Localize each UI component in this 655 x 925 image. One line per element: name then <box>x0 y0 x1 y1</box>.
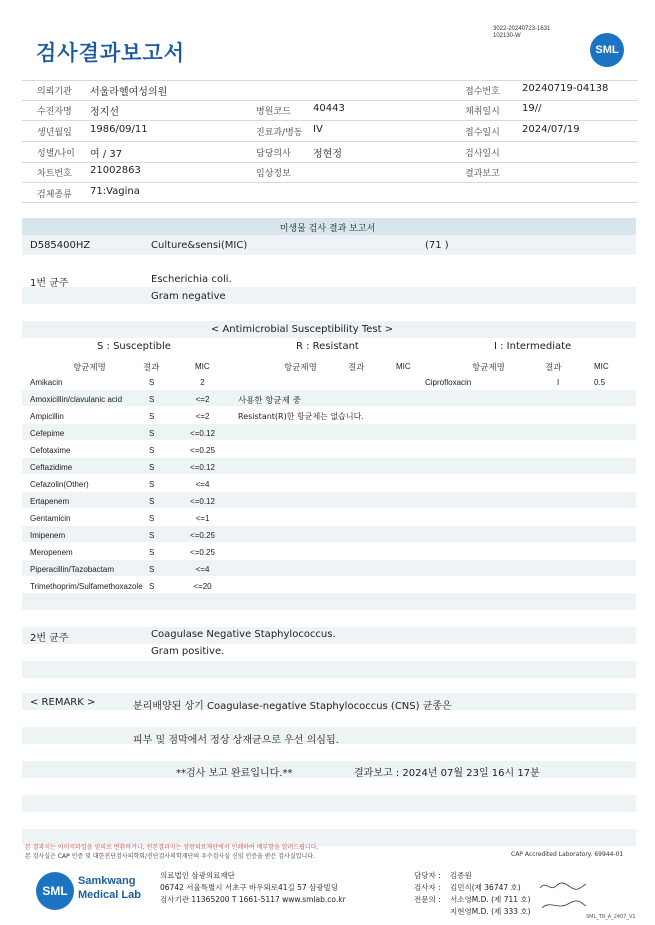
drug-name: Ciprofloxacin <box>425 378 472 387</box>
drug-name: Cefazolin(Other) <box>30 480 89 489</box>
form-code: SML_TR_A_2407_V1 <box>586 914 636 920</box>
sml-logo-footer: SML <box>36 872 74 910</box>
drug-name: Amikacin <box>30 378 63 387</box>
drug-name: Meropenem <box>30 548 73 557</box>
dept-label: 진료과/병동 <box>256 128 303 138</box>
col-result-2: 결과 <box>348 363 365 373</box>
drug-mic: <=4 <box>195 565 210 574</box>
doctor-value: 정현정 <box>313 149 342 160</box>
doc-number-2: 102130-W <box>493 33 521 39</box>
drug-name: Piperacillin/Tazobactam <box>30 565 115 574</box>
hospital-code-label: 병원코드 <box>256 107 291 117</box>
drug-name: Ampicillin <box>30 412 64 421</box>
staff3-value: 서소영M.D. (제 711 호) <box>450 895 531 904</box>
drug-name: Ceftazidime <box>30 463 73 472</box>
remark-line-2: 피부 및 점막에서 정상 상재균으로 우선 의심됨. <box>133 735 339 746</box>
staff3-label: 전문의 : <box>414 895 441 904</box>
drug-name: Cefotaxime <box>30 446 71 455</box>
drug-result: S <box>149 497 155 506</box>
drug-result: S <box>149 514 155 523</box>
org-contact: 검사기관 11365200 T 1661-5117 www.smlab.co.kr <box>160 895 346 904</box>
micro-section-title: 미생물 검사 결과 보고서 <box>279 224 376 234</box>
report-complete: **검사 보고 완료입니다.** <box>176 768 293 779</box>
col-mic-1: MIC <box>195 362 210 371</box>
ast-title: < Antimicrobial Susceptibility Test > <box>210 324 394 335</box>
receipt-date-label: 접수일시 <box>465 128 500 138</box>
footer-note-red: 본 결과지는 이미지파일을 임의로 변환하거나, 원본결과지는 삼광의료재단에서 인쇄하여 배부함을 알려드립니다. <box>25 844 319 851</box>
remark-label: < REMARK > <box>30 697 96 708</box>
birth-label: 생년월일 <box>37 128 72 138</box>
drug-mic: <=2 <box>195 395 210 404</box>
clinical-label: 임상정보 <box>256 169 291 179</box>
result-label: 결과보고 <box>465 169 500 179</box>
staff4-value: 지현영M.D. (제 333 호) <box>450 907 531 916</box>
legend-susceptible: S : Susceptible <box>97 341 171 352</box>
drug-name: Imipenem <box>30 531 66 540</box>
dept-value: IV <box>313 124 323 135</box>
note-no-resistant: Resistant(R)한 항균제는 없습니다. <box>238 412 364 421</box>
drug-mic: 0.5 <box>594 378 606 387</box>
staff1-label: 담당자 : <box>414 871 441 880</box>
col-drug-3: 항균제명 <box>472 363 505 373</box>
birth-value: 1986/09/11 <box>90 124 148 135</box>
specimen-label: 검체종류 <box>37 190 72 200</box>
col-mic-3: MIC <box>594 362 609 371</box>
collect-date-value: 19// <box>522 103 542 114</box>
page-title: 검사결과보고서 <box>36 41 186 65</box>
footer-note-cap: 본 검사실은 CAP 인증 및 대한진단검사의학회/진단검사의학재단의 우수검사실 신임 인증을 받은 검사실입니다. <box>25 853 315 860</box>
drug-mic: <=0.12 <box>190 463 215 472</box>
col-result-3: 결과 <box>545 363 562 373</box>
receipt-no-value: 20240719-04138 <box>522 83 609 94</box>
staff2-value: 김민식(제 36747 호) <box>450 883 521 892</box>
name-value: 정지선 <box>90 107 119 118</box>
drug-mic: <=0.25 <box>190 531 215 540</box>
remark-line-1: 분리배양된 상기 Coagulase-negative Staphylococcus (CNS) 균종은 <box>133 701 452 712</box>
organism2-label: 2번 균주 <box>30 633 69 644</box>
drug-result: I <box>557 378 560 387</box>
drug-result: S <box>149 463 155 472</box>
organism1-label: 1번 균주 <box>30 278 69 289</box>
test-number: (71 ) <box>425 240 449 251</box>
drug-name: Cefepime <box>30 429 65 438</box>
organism2-name: Coagulase Negative Staphylococcus. <box>151 629 336 640</box>
drug-name: Amoxicillin/clavulanic acid <box>30 395 123 404</box>
sex-age-label: 성별/나이 <box>37 149 75 159</box>
drug-result: S <box>149 531 155 540</box>
drug-name: Gentamicin <box>30 514 71 523</box>
drug-mic: <=4 <box>195 480 210 489</box>
logo-name-2: Medical Lab <box>78 889 141 901</box>
final-report-time: 결과보고 : 2024년 07월 23일 16시 17분 <box>354 768 540 779</box>
institution-value: 서울라헬여성의원 <box>90 87 168 98</box>
receipt-date-value: 2024/07/19 <box>522 124 580 135</box>
drug-mic: 2 <box>200 378 205 387</box>
doctor-label: 담당의사 <box>256 149 291 159</box>
organism2-gram: Gram positive. <box>151 646 225 657</box>
receipt-no-label: 접수번호 <box>465 87 500 97</box>
legend-intermediate: I : Intermediate <box>494 341 572 352</box>
drug-result: S <box>149 446 155 455</box>
drug-result: S <box>149 412 155 421</box>
doc-number-1: 3022-20240723-1631 <box>493 26 551 32</box>
drug-name: Ertapenem <box>30 497 70 506</box>
legend-resistant: R : Resistant <box>296 341 359 352</box>
sex-age-value: 여 / 37 <box>90 149 123 160</box>
org-address: 06742 서울특별시 서초구 바우뫼로41길 57 삼광빌딩 <box>160 883 339 892</box>
collect-date-label: 채취일시 <box>465 107 500 117</box>
logo-name-1: Samkwang <box>78 875 136 887</box>
test-name: Culture&sensi(MIC) <box>151 240 248 251</box>
staff2-label: 검사자 : <box>414 883 441 892</box>
drug-result: S <box>149 378 155 387</box>
drug-mic: <=0.25 <box>190 548 215 557</box>
note-used-drugs: 사용한 항균제 중 <box>238 396 301 406</box>
signature-icon <box>538 878 588 914</box>
drug-mic: <=1 <box>195 514 210 523</box>
col-result-1: 결과 <box>143 363 160 373</box>
drug-result: S <box>149 480 155 489</box>
drug-result: S <box>149 565 155 574</box>
chart-value: 21002863 <box>90 165 141 176</box>
drug-mic: <=0.12 <box>190 497 215 506</box>
test-date-label: 검사일시 <box>465 149 500 159</box>
sml-logo-top: SML <box>590 33 624 67</box>
drug-result: S <box>149 548 155 557</box>
organism1-name: Escherichia coli. <box>151 274 232 285</box>
col-drug-1: 항균제명 <box>73 363 106 373</box>
org-name: 의료법인 삼광의료재단 <box>160 871 235 880</box>
drug-result: S <box>149 582 155 591</box>
drug-result: S <box>149 395 155 404</box>
cap-lab: CAP Accredited Laboratory. 69944-01 <box>511 851 624 858</box>
name-label: 수진자명 <box>37 107 72 117</box>
staff1-value: 김종원 <box>450 871 472 880</box>
drug-mic: <=20 <box>193 582 212 591</box>
drug-mic: <=0.12 <box>190 429 215 438</box>
specimen-value: 71:Vagina <box>90 186 140 197</box>
test-code: D585400HZ <box>30 240 91 251</box>
drug-mic: <=2 <box>195 412 210 421</box>
chart-label: 차트번호 <box>37 169 72 179</box>
col-drug-2: 항균제명 <box>284 363 317 373</box>
drug-mic: <=0.25 <box>190 446 215 455</box>
hospital-code-value: 40443 <box>313 103 345 114</box>
drug-name: Trimethoprim/Sulfamethoxazole <box>30 582 143 591</box>
col-mic-2: MIC <box>396 362 411 371</box>
drug-result: S <box>149 429 155 438</box>
institution-label: 의뢰기관 <box>37 87 72 97</box>
organism1-gram: Gram negative <box>151 291 226 302</box>
